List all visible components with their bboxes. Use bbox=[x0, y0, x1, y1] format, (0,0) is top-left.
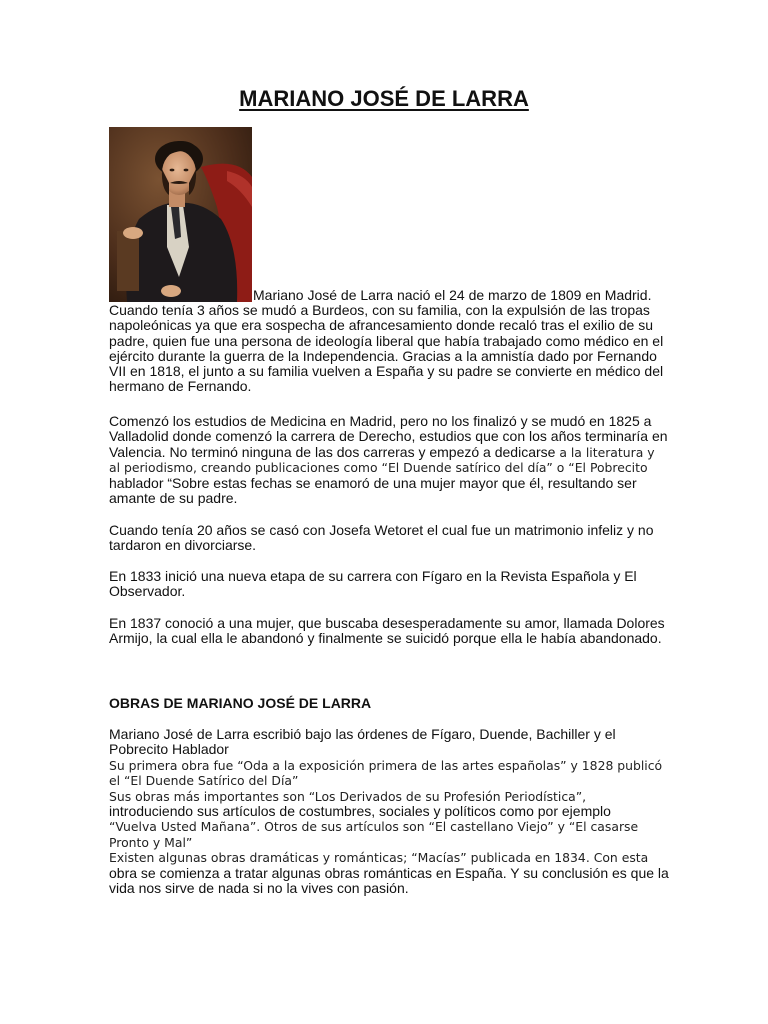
paragraph-studies-c: hablador “Sobre estas fechas se enamoró de una mujer mayor que él, resultando ser amante de su padre. bbox=[109, 474, 637, 507]
obras-heading: OBRAS DE MARIANO JOSÉ DE LARRA bbox=[109, 695, 372, 711]
intro-paragraph bbox=[109, 288, 669, 394]
portrait-image bbox=[109, 127, 252, 302]
intro-rest: Cuando tenía 3 años se mudó a Burdeos, con su familia, con la expulsión de las tropas napoleónicas ya que era sospecha de afrancesamiento donde recaló tras el exilio de su padre, quien fue una persona de ideología liberal que había trabajado como médico en el ejército durante la guerra de la Independencia. Gracias a la amnistía dado por Fernando VII en 1818, el junto a su familia vuelven a España y su padre se convierte en médico del hermano de Fernando. bbox=[109, 302, 664, 395]
paragraph-dolores: En 1837 conoció a una mujer, que buscaba desesperadamente su amor, llamada Dolores Armijo, la cual ella le abandonó y finalmente se suicidó porque ella le había abandonado. bbox=[109, 615, 665, 647]
paragraph-marriage: Cuando tenía 20 años se casó con Josefa Wetoret el cual fue un matrimonio infeliz y no tardaron en divorciarse. bbox=[109, 522, 654, 554]
obras-section bbox=[109, 727, 669, 896]
intro-first-line: Mariano José de Larra nació el 24 de marzo de 1809 en Madrid. bbox=[253, 287, 652, 303]
obras-line-6: Existen algunas obras dramáticas y románticas; “Macías” publicada en 1834. Con esta bbox=[109, 850, 649, 866]
obras-line-4: introduciendo sus artículos de costumbres, sociales y políticos como por ejemplo bbox=[109, 803, 611, 820]
paragraph-figaro: En 1833 inició una nueva etapa de su carrera con Fígaro en la Revista Española y El Observador. bbox=[109, 568, 637, 600]
obras-line-1: Mariano José de Larra escribió bajo las órdenes de Fígaro, Duende, Bachiller y el Pobrecito Hablador bbox=[109, 726, 616, 758]
paragraph-studies-b: a la literatura y al periodismo, creando publicaciones como “El Duende satírico del día” o “El Pobrecito bbox=[109, 444, 655, 476]
paragraph-studies bbox=[109, 414, 669, 506]
obras-line-5: “Vuelva Usted Mañana”. Otros de sus artículos son “El castellano Viejo” y “El casarse Pronto y Mal” bbox=[109, 819, 639, 850]
obras-line-2: Su primera obra fue “Oda a la exposición primera de las artes españolas” y 1828 publicó el “El Duende Satírico del Día” bbox=[109, 757, 663, 789]
obras-line-7: obra se comienza a tratar algunas obras románticas en España. Y su conclusión es que la vida nos sirve de nada si no la vives con pasión. bbox=[109, 864, 669, 897]
obras-line-3: Sus obras más importantes son “Los Derivados de su Profesión Periodística”, bbox=[109, 788, 587, 804]
page-title: MARIANO JOSÉ DE LARRA bbox=[239, 86, 529, 111]
paragraph-studies-a: Comenzó los estudios de Medicina en Madrid, pero no los finalizó y se mudó en 1825 a Valladolid donde comenzó la carrera de Derecho, estudios que con los años terminaría en Valencia. No terminó ninguna de las dos carreras y empezó a dedicarse bbox=[109, 413, 668, 460]
